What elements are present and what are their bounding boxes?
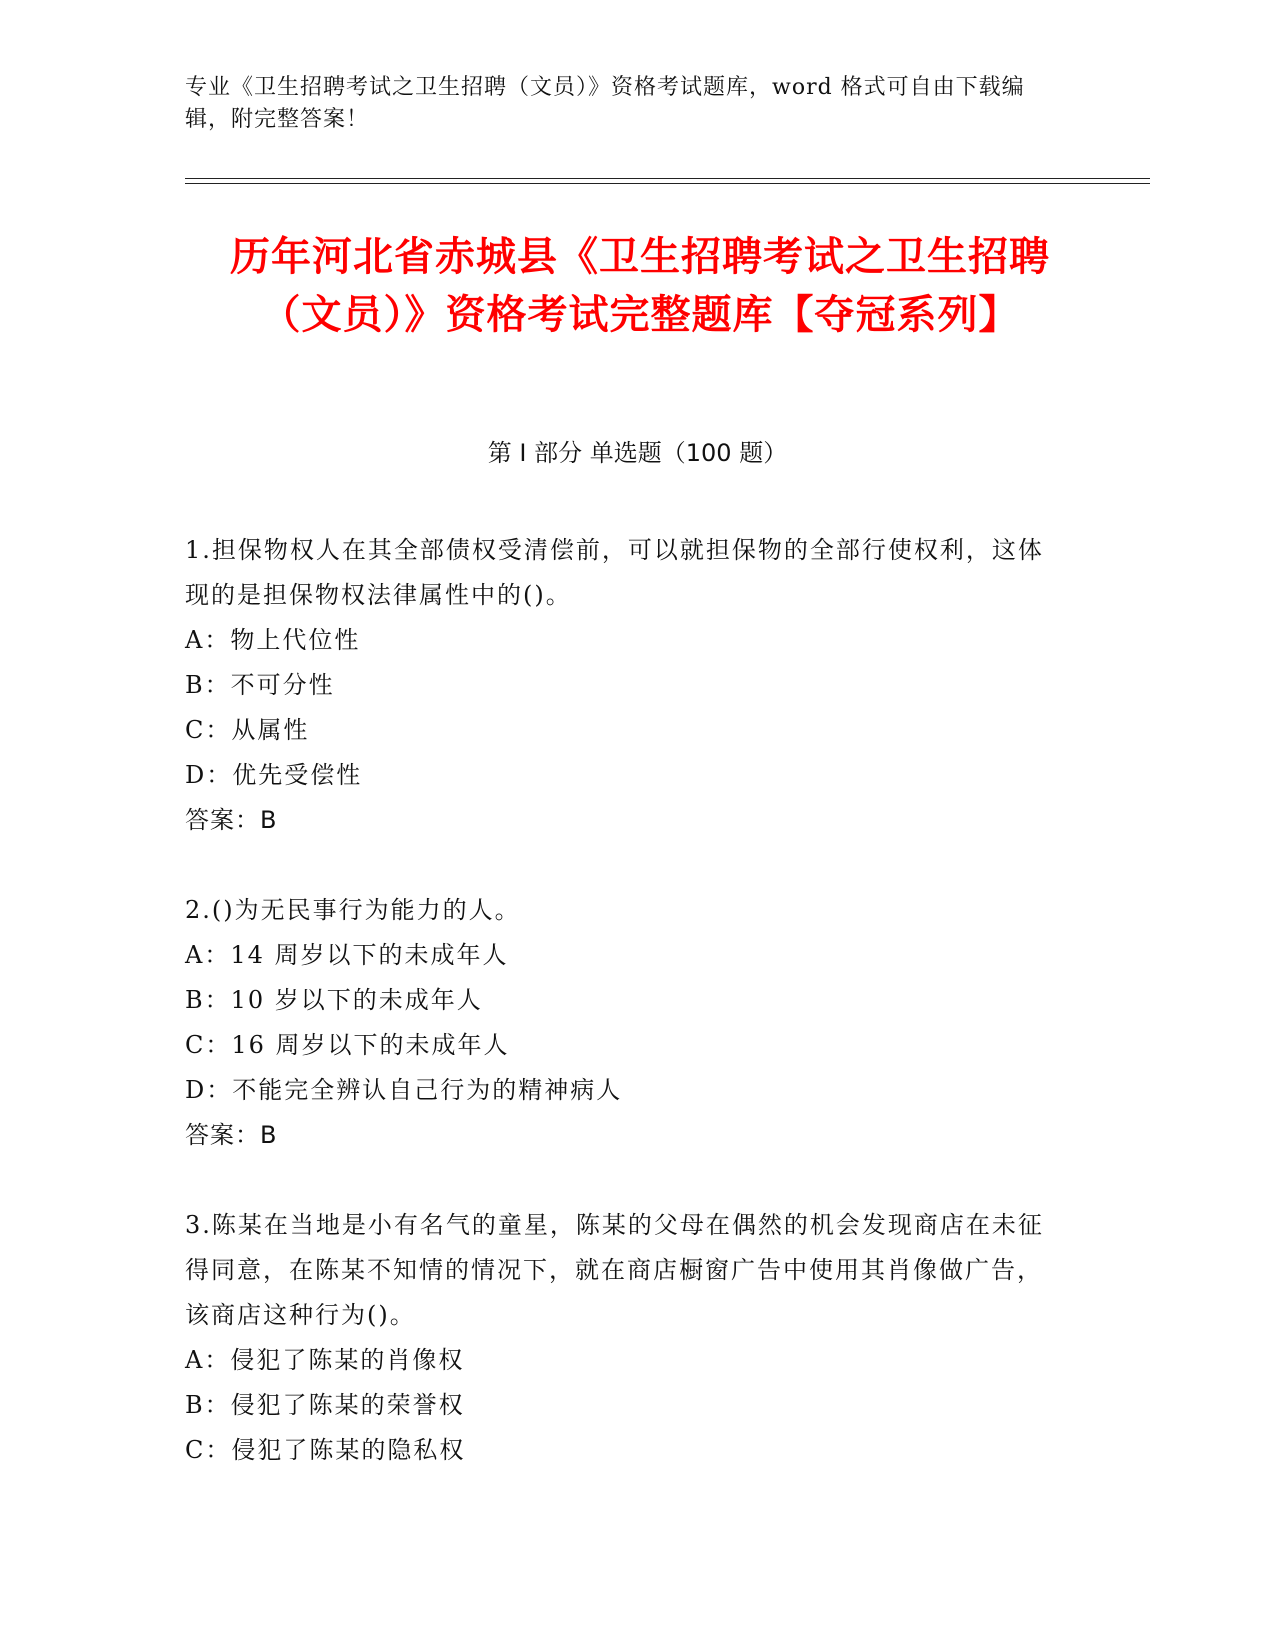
option-d: D：不能完全辨认自己行为的精神病人 xyxy=(185,1076,623,1104)
header-divider-top xyxy=(185,178,1150,179)
header-note: 专业《卫生招聘考试之卫生招聘（文员）》资格考试题库，word 格式可自由下载编辑，附完整答案！ xyxy=(185,75,1025,132)
option-d: D：优先受偿性 xyxy=(185,761,363,789)
option-c: C：16 周岁以下的未成年人 xyxy=(185,1031,510,1059)
option-b: B：侵犯了陈某的荣誉权 xyxy=(185,1391,465,1419)
answer: 答案：B xyxy=(185,1121,278,1149)
question-3 xyxy=(185,1203,1065,1473)
option-b: B：不可分性 xyxy=(185,671,335,699)
section-heading: 第 I 部分 单选题（100 题） xyxy=(487,439,788,467)
option-a: A：14 周岁以下的未成年人 xyxy=(185,941,509,969)
option-a: A：侵犯了陈某的肖像权 xyxy=(185,1346,465,1374)
question-2 xyxy=(185,888,1065,1158)
question-stem: 2.()为无民事行为能力的人。 xyxy=(185,896,521,924)
question-1 xyxy=(185,528,1065,843)
option-c: C：从属性 xyxy=(185,716,310,744)
question-list xyxy=(185,528,1065,1518)
header-divider-bottom xyxy=(185,183,1150,184)
document-title: 历年河北省赤城县《卫生招聘考试之卫生招聘（文员）》资格考试完整题库【夺冠系列】 xyxy=(230,234,1050,338)
question-stem: 3.陈某在当地是小有名气的童星，陈某的父母在偶然的机会发现商店在未征得同意，在陈某不知情的情况下，就在商店橱窗广告中使用其肖像做广告，该商店这种行为()。 xyxy=(185,1211,1044,1329)
answer: 答案：B xyxy=(185,806,278,834)
question-stem: 1.担保物权人在其全部债权受清偿前，可以就担保物的全部行使权利，这体现的是担保物权法律属性中的()。 xyxy=(185,536,1044,609)
option-c: C：侵犯了陈某的隐私权 xyxy=(185,1436,466,1464)
option-b: B：10 岁以下的未成年人 xyxy=(185,986,483,1014)
option-a: A：物上代位性 xyxy=(185,626,361,654)
